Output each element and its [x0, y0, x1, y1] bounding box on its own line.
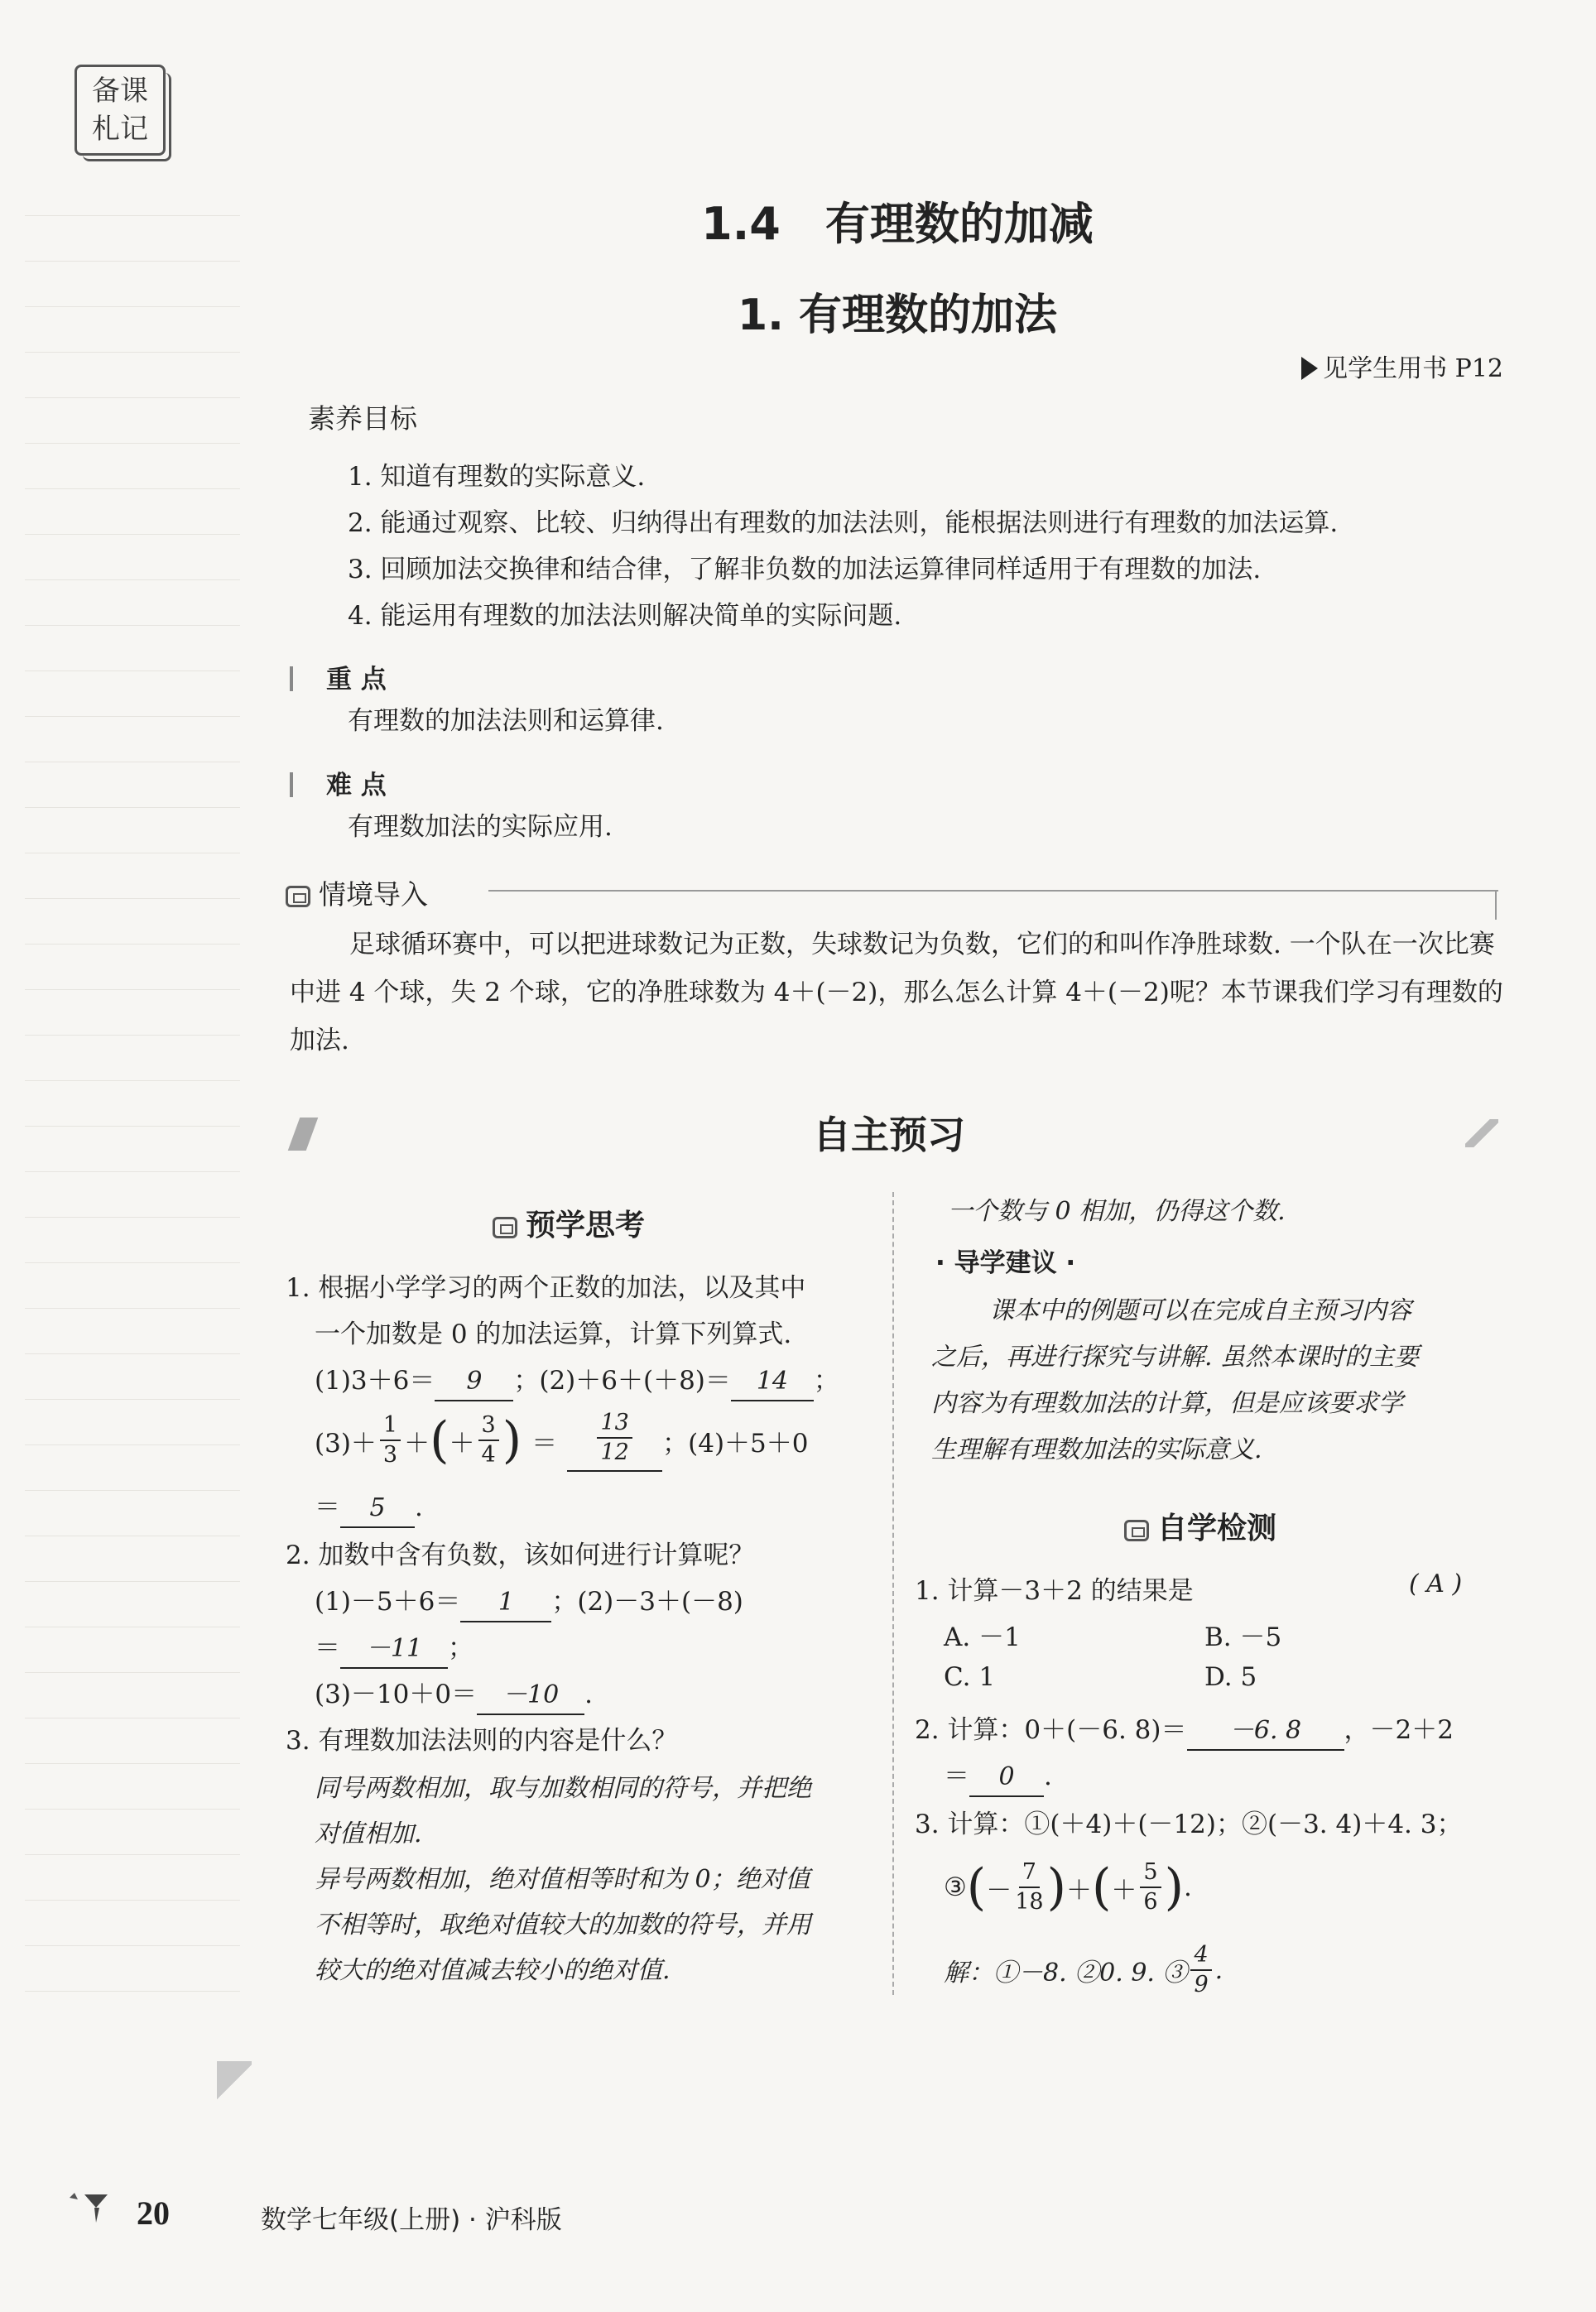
intro-text: 足球循环赛中，可以把进球数记为正数，失球数记为负数，它们的和叫作净胜球数. 一个队在一次比赛中进 4 个球，失 2 个球，它的净胜球数为 4＋(－2)，那么怎么计算 4＋(－2)呢？本节课我们学习有理数的加法.: [290, 930, 1503, 1055]
q1-line1: 1. 根据小学学习的两个正数的加法，以及其中: [286, 1273, 806, 1303]
fraction: [1190, 1941, 1211, 1999]
minus-sign: －: [986, 1875, 1012, 1906]
c3-line2: [944, 1854, 1192, 1920]
lesson-title: 1. 有理数的加法: [737, 291, 1058, 340]
c1-option: A. －1: [944, 1622, 1021, 1652]
see-book-text: 见学生用书 P12: [1323, 354, 1503, 383]
left-paren: (: [966, 1858, 987, 1916]
q1d-answer: 5: [340, 1490, 415, 1528]
q1-cd-line: [315, 1407, 809, 1473]
fraction: [478, 1411, 499, 1469]
q2c-text: (3)－10＋0＝: [315, 1680, 478, 1709]
difficulty-heading: 难 点: [290, 764, 387, 801]
fraction: [1015, 1858, 1043, 1916]
c1-stem: 1. 计算－3＋2 的结果是: [915, 1576, 1194, 1606]
period: .: [415, 1492, 423, 1522]
goal-item: 4. 能运用有理数的加法法则解决简单的实际问题.: [348, 601, 902, 631]
guide-line: 课本中的例题可以在完成自主预习内容: [989, 1296, 1411, 1325]
denominator: 9: [1194, 1972, 1209, 1997]
q3-answer-line: 异号两数相加，绝对值相等时和为 0；绝对值: [315, 1865, 810, 1894]
q3-answer-line: 不相等时，取绝对值较大的加数的符号，并用: [315, 1911, 811, 1939]
q1c-text: (3)＋: [315, 1428, 377, 1459]
fraction: [1140, 1858, 1161, 1916]
plus-sign: ＋: [1111, 1875, 1137, 1906]
q1a-answer: 9: [435, 1363, 513, 1401]
q2a-answer: 1: [460, 1584, 551, 1622]
badge-line-2: 札记: [92, 113, 148, 146]
guide-line: 生理解有理数加法的实际意义.: [931, 1435, 1262, 1464]
denominator: 6: [1143, 1889, 1158, 1915]
equals-sign: ＝: [531, 1428, 558, 1459]
intro-heading: 情境导入: [319, 878, 428, 911]
c1-answer: ( A ): [1409, 1569, 1463, 1598]
guide-heading: · 导学建议 ·: [935, 1248, 1076, 1278]
equals-sign: ＝: [315, 1492, 340, 1522]
intro-rule-end: [1495, 890, 1497, 920]
c3-solution: [944, 1937, 1223, 2003]
equals-sign: ＝: [315, 1633, 340, 1663]
semicolon: ；: [813, 1366, 839, 1396]
column-divider: [892, 1192, 894, 1995]
plus-sign: ＋: [1066, 1875, 1092, 1906]
lesson-notes-badge: [75, 65, 166, 156]
right-paren: ): [502, 1411, 522, 1469]
q2-b-answer-line: [315, 1627, 474, 1669]
q1-line2: 一个加数是 0 的加法运算，计算下列算式.: [315, 1319, 792, 1349]
c3-line1: 3. 计算：①(＋4)＋(－12)；②(－3. 4)＋4. 3；: [915, 1810, 1463, 1839]
note-margin-lines: [25, 215, 240, 2144]
goals-heading: 素养目标: [308, 402, 417, 435]
numerator: 4: [1190, 1941, 1211, 1971]
see-student-book-ref: [1301, 348, 1503, 384]
q3-line1: 3. 有理数加法法则的内容是什么？: [286, 1726, 678, 1756]
section-title: 1.4 有理数的加减: [701, 198, 1094, 250]
banner-right-deco: [1465, 1119, 1498, 1147]
badge-line-1: 备课: [92, 75, 148, 108]
q1b-text: ；(2)＋6＋(＋8)＝: [513, 1366, 731, 1396]
key-point-heading: 重 点: [290, 658, 387, 695]
self-check-heading: 自学检测: [1157, 1512, 1277, 1545]
play-arrow-icon: [1301, 357, 1318, 380]
semicolon: ；: [448, 1633, 474, 1663]
plus-sign: ＋: [404, 1428, 430, 1459]
footer-sparkle-icon: [66, 2189, 116, 2226]
q1b-answer: 14: [731, 1363, 814, 1401]
circled-3: ③: [944, 1872, 967, 1902]
self-check-heading-row: [1124, 1505, 1276, 1547]
q1c-answer: [567, 1409, 662, 1472]
numerator: 1: [380, 1411, 401, 1441]
period: .: [1214, 1955, 1223, 1985]
page-number: 20: [137, 2194, 170, 2232]
goal-item: 2. 能通过观察、比较、归纳得出有理数的加法法则，能根据法则进行有理数的加法运算.: [348, 508, 1339, 538]
q3-answer-line: 较大的绝对值减去较小的绝对值.: [315, 1956, 671, 1985]
equals-sign: ＝: [944, 1762, 969, 1791]
intro-heading-row: [286, 873, 428, 912]
q1d-text: ；(4)＋5＋0: [662, 1428, 809, 1459]
q2-line1: 2. 加数中含有负数，该如何进行计算呢？: [286, 1541, 755, 1570]
c1-option: B. －5: [1204, 1622, 1282, 1652]
q3-answer-line: 对值相加.: [315, 1819, 422, 1848]
q2b-answer: －11: [340, 1631, 448, 1669]
corner-deco: [217, 2061, 252, 2103]
left-paren: (: [1092, 1858, 1112, 1916]
numerator: 13: [597, 1409, 632, 1439]
c2-text-2: ，－2＋2: [1344, 1715, 1454, 1745]
right-paren: ): [1164, 1858, 1185, 1916]
plus-sign: ＋: [449, 1428, 475, 1459]
q1a-text: (1)3＋6＝: [315, 1366, 435, 1396]
key-point-text: 有理数的加法法则和运算律.: [348, 706, 664, 736]
c1-option: D. 5: [1204, 1662, 1257, 1692]
q2a-text: (1)－5＋6＝: [315, 1587, 461, 1617]
c3-solution-text: 解：①－8. ②0. 9. ③: [944, 1959, 1188, 1988]
right-paren: ): [1046, 1858, 1066, 1916]
c2-answer-2: 0: [969, 1759, 1044, 1797]
q2-ab-line: [315, 1580, 743, 1622]
goals-list: [348, 454, 1507, 639]
pre-study-heading: 预学思考: [526, 1209, 646, 1243]
goal-item: 3. 回顾加法交换律和结合律，了解非负数的加法运算律同样适用于有理数的加法.: [348, 555, 1262, 584]
c2-line2: [944, 1755, 1052, 1797]
pre-study-icon: [493, 1217, 517, 1238]
period: .: [1044, 1762, 1052, 1791]
q2c-answer: －10: [477, 1677, 584, 1715]
scenario-icon: [286, 886, 310, 907]
guide-line: 内容为有理数加法的计算，但是应该要求学: [931, 1389, 1403, 1418]
period: .: [1184, 1872, 1192, 1902]
numerator: 3: [478, 1411, 499, 1441]
pre-study-heading-row: [493, 1202, 645, 1244]
guide-line: 之后，再进行探究与讲解. 虽然本课时的主要: [931, 1343, 1420, 1372]
self-check-icon: [1124, 1520, 1149, 1541]
numerator: 5: [1140, 1858, 1161, 1888]
c2-text: 2. 计算：0＋(－6. 8)＝: [915, 1715, 1187, 1745]
c2-line: [915, 1709, 1454, 1751]
difficulty-text: 有理数加法的实际应用.: [348, 812, 613, 842]
c1-option: C. 1: [944, 1662, 996, 1692]
goal-item: 1. 知道有理数的实际意义.: [348, 462, 646, 492]
denominator: 18: [1015, 1889, 1044, 1915]
numerator: 7: [1019, 1858, 1040, 1888]
q3-answer-cont: 一个数与 0 相加，仍得这个数.: [948, 1197, 1286, 1226]
q2-c-line: [315, 1673, 593, 1715]
book-name: 数学七年级(上册) · 沪科版: [261, 2205, 562, 2235]
preview-banner: 自主预习: [813, 1113, 965, 1157]
intro-rule: [488, 890, 1498, 892]
denominator: 4: [481, 1442, 496, 1468]
q2b-text: ；(2)－3＋(－8): [551, 1587, 743, 1617]
q3-answer-line: 同号两数相加，取与加数相同的符号，并把绝: [315, 1774, 811, 1803]
period: .: [584, 1680, 593, 1709]
fraction: [597, 1409, 632, 1467]
denominator: 12: [600, 1440, 629, 1465]
denominator: 3: [382, 1442, 398, 1468]
q1-d-answer-line: [315, 1486, 423, 1528]
fraction: [380, 1411, 401, 1469]
q1-ab-line: [315, 1359, 839, 1401]
c2-answer-1: －6. 8: [1187, 1713, 1344, 1751]
left-paren: (: [430, 1411, 449, 1469]
